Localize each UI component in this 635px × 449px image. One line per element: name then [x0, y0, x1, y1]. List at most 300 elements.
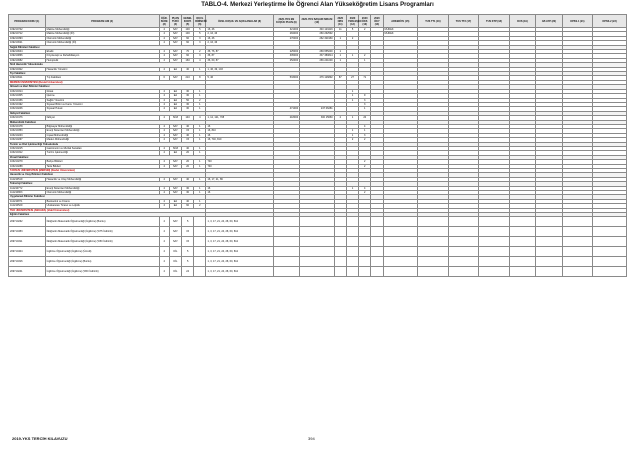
cell-oks: 9 [359, 94, 371, 98]
column-header: ARKEDİYE (15) [383, 15, 418, 28]
cell-yer: 1 [346, 116, 358, 120]
cell-code: 103210353 [9, 129, 46, 133]
cell-ob: 1 [194, 191, 206, 195]
cell-spec: 1, 3, 17, 21, 24, 28, 60, 812 [206, 227, 273, 237]
cell-code: 109210712 [9, 32, 46, 36]
cell-quota: 160 [182, 58, 194, 62]
cell-obs [334, 257, 346, 267]
empty-cell [509, 237, 535, 247]
table-body [9, 28, 627, 277]
cell-name: Uluslararası Ticaret ve Lojistik [45, 204, 159, 208]
cell-quota: 70 [182, 50, 194, 54]
cell-code: 209710404 [9, 247, 46, 257]
cell-pts: 276000 [273, 36, 299, 40]
cell-name: İşletme [45, 94, 159, 98]
cell-quota: 40 [182, 67, 194, 71]
cell-quota: 210 [182, 76, 194, 80]
cell-rank [300, 227, 335, 237]
cell-quota: 5 [182, 247, 194, 257]
empty-cell [418, 217, 449, 227]
cell-rank: 260 262592 [300, 32, 335, 36]
cell-code: 109210682 [9, 58, 46, 62]
cell-yer: 1 [346, 129, 358, 133]
cell-score: EA [169, 89, 181, 93]
cell-quota: 20 [182, 151, 194, 155]
cell-code: 103210192 [9, 102, 46, 106]
cell-oks: 2 [359, 28, 371, 32]
cell-dur: 4 [159, 116, 169, 120]
cell-dur: 4 [159, 58, 169, 62]
column-header: ÖZEL KOŞUL VE AÇIKLAMALAR (8) [206, 15, 273, 28]
cell-yer [346, 247, 358, 257]
cell-oks: 20 [359, 116, 371, 120]
empty-cell [479, 257, 510, 267]
cell-score: SAY [169, 129, 181, 133]
cell-spec: 16 [206, 133, 273, 137]
cell-code: 109210322 [9, 67, 46, 71]
cell-quota: 30 [182, 186, 194, 190]
cell-dur: 4 [159, 186, 169, 190]
cell-name: Enerji Sistemleri Mühendisliği [45, 129, 159, 133]
cell-name: Otomotiv Mühendisliği [45, 191, 159, 195]
column-header: 2020 OBS (11) [334, 15, 346, 28]
empty-cell [562, 217, 593, 227]
cell-name: İktisat [45, 89, 159, 93]
cell-oks [359, 227, 371, 237]
cell-name: Otomotiv Mühendisliği [45, 36, 159, 40]
cell-obs: 11 [334, 28, 346, 32]
cell-pts [273, 247, 299, 257]
cell-quota: 60 [182, 36, 194, 40]
cell-ob: 1 [194, 129, 206, 133]
cell-quota: 40 [182, 177, 194, 181]
cell-spec: 1, 3, 17, 21, 24, 28, 60, 812 [206, 237, 273, 247]
empty-cell [448, 227, 479, 237]
cell-oks [359, 257, 371, 267]
cell-ob: 1 [194, 164, 206, 168]
empty-cell [536, 257, 562, 267]
cell-dur: 4 [159, 227, 169, 237]
cell-quota: 30 [182, 89, 194, 93]
cell-spec: 740 [206, 164, 273, 168]
empty-cell [536, 237, 562, 247]
cell-oks: 4 [359, 186, 371, 190]
cell-dur: 4 [159, 129, 169, 133]
column-header: 2020-YKS BAŞARI SIRASI (10) [300, 15, 335, 28]
cell-dur: 4 [159, 50, 169, 54]
cell-score: EA [169, 94, 181, 98]
empty-cell [418, 247, 449, 257]
cell-name: İngilizce Öğretmenliği (İngilizce) (Burslu) [45, 257, 159, 267]
cell-name: Tarla Bitkileri [45, 164, 159, 168]
cell-arke [383, 217, 418, 227]
program-row [9, 267, 627, 277]
cell-yer: 1 [346, 98, 358, 102]
cell-score: SAY [169, 36, 181, 40]
cell-dur: 4 [159, 138, 169, 142]
cell-ob [194, 227, 206, 237]
cell-score: EA [169, 204, 181, 208]
cell-name: Bahçe Bitkileri [45, 160, 159, 164]
cell-score: SAY [169, 28, 181, 32]
empty-cell [509, 257, 535, 267]
cell-spec: 1, 3, 17, 21, 24, 28, 60, 812 [206, 247, 273, 257]
cell-name: İlahiyat [45, 116, 159, 120]
cell-spec: 16, 17, 21, 86 [206, 177, 273, 181]
cell-code: 103210156 [9, 98, 46, 102]
empty-cell [593, 267, 627, 277]
cell-dur: 4 [159, 89, 169, 93]
empty-cell [418, 267, 449, 277]
cell-score: SAY [169, 160, 181, 164]
cell-name: İngilizce Öğretmenliği (İngilizce) (%50 İndirimli) [45, 267, 159, 277]
cell-quota: 15 [182, 129, 194, 133]
program-row [9, 227, 627, 237]
column-header: DUS (19) [509, 15, 535, 28]
cell-name: Maden Mühendisliği [45, 138, 159, 142]
cell-quota: 40 [182, 146, 194, 150]
cell-dur: 4 [159, 217, 169, 227]
cell-spec: 1, 3, 17, 21, 24, 28, 60, 812 [206, 217, 273, 227]
cell-pts [273, 257, 299, 267]
cell-quota: 30 [182, 94, 194, 98]
faculty-name: Mühendislik Fakültesi [9, 120, 206, 124]
cell-ob: 1 [194, 67, 206, 71]
cell-pts [273, 267, 299, 277]
cell-ob: 5 [194, 28, 206, 32]
cell-quota: 5 [182, 257, 194, 267]
cell-rank: 269 655200 [300, 50, 335, 54]
cell-code: 109210866 [9, 54, 46, 58]
cell-dur: 4 [159, 267, 169, 277]
cell-ob: 1 [194, 133, 206, 137]
cell-ob: 3 [194, 36, 206, 40]
cell-dur: 4 [159, 164, 169, 168]
cell-quota: 20 [182, 164, 194, 168]
column-header: AB AYP (20) [536, 15, 562, 28]
cell-oks: 2 [359, 160, 371, 164]
cell-code: 112210529 [9, 204, 46, 208]
cell-spec: 1, 3, 17, 21, 24, 28, 60, 812 [206, 267, 273, 277]
page-number: 394 [308, 436, 315, 441]
cell-score: SAY [169, 124, 181, 128]
empty-cell [536, 217, 562, 227]
cell-ob: 1 [194, 199, 206, 203]
cell-code: 109210742 [9, 28, 46, 32]
column-header: KPSS-2 (22) [593, 15, 627, 28]
cell-spec: 5, 46 [206, 76, 273, 80]
empty-cell [479, 237, 510, 247]
cell-ob: 1 [194, 146, 206, 150]
cell-rank: 340 123416 [300, 28, 335, 32]
cell-name: Tıp Fakültesi [45, 76, 159, 80]
cell-quota: 60 [182, 54, 194, 58]
cell-obs: 1 [334, 58, 346, 62]
cell-oks [359, 237, 371, 247]
cell-pts: 533000 [273, 76, 299, 80]
column-header: OKUL BİRİNCİSİ (6) [195, 16, 207, 26]
cell-score: EA [169, 107, 181, 111]
empty-cell [479, 217, 510, 227]
cell-ob: 1 [194, 94, 206, 98]
cell-code: 103210267 [9, 138, 46, 142]
table-header-row [9, 15, 627, 28]
faculty-name: Eğitim Fakültesi [9, 213, 206, 217]
empty-cell [536, 227, 562, 237]
cell-spec: 16 [206, 186, 273, 190]
cell-oks: 2 [359, 138, 371, 142]
cell-rank [300, 267, 335, 277]
cell-rank: 262 321960 [300, 36, 335, 40]
cell-pts: 225000 [273, 50, 299, 54]
column-header: 2020-YKS EN KÜÇÜK PUAN (9) [273, 15, 299, 28]
cell-quota: 30 [182, 107, 194, 111]
empty-cell [536, 247, 562, 257]
cell-score: SAY [169, 227, 181, 237]
cell-rank: 300 15660 [300, 116, 335, 120]
cell-code: 112210519 [9, 177, 46, 181]
cell-score: SAY [169, 58, 181, 62]
cell-score: EA [169, 102, 181, 106]
cell-yer: 5 [346, 28, 358, 32]
cell-name: Siyasal Hukuk [45, 107, 159, 111]
cell-ob [194, 217, 206, 227]
cell-ob: 1 [194, 177, 206, 181]
cell-obs: 2 [334, 116, 346, 120]
cell-yer: 1 [346, 54, 358, 58]
cell-obs: 87 [334, 76, 346, 80]
cell-dur: 4 [159, 41, 169, 45]
column-header: TUS TT1 (16) [418, 15, 449, 28]
cell-yer: 27 [346, 76, 358, 80]
cell-quota: 40 [182, 124, 194, 128]
cell-name: Makine Mühendisliği (İÖ) [45, 32, 159, 36]
cell-pts: 321000 [273, 28, 299, 32]
cell-rank [300, 217, 335, 227]
faculty-name: Turizm ve Otel İşletmeciliği Yüksekokulu [9, 142, 206, 146]
cell-rank: 247 06281 [300, 107, 335, 111]
column-header: GENEL KONT. (5) [183, 16, 192, 26]
cell-obs [334, 247, 346, 257]
cell-yer: 1 [346, 133, 358, 137]
cell-rank: 337 380814 [300, 54, 335, 58]
cell-spec: 16, 810 [206, 129, 273, 133]
column-header: TUS KTP (18) [479, 15, 510, 28]
empty-cell [593, 237, 627, 247]
cell-spec: 16, 46 [206, 28, 273, 32]
cell-oks: 3 [359, 102, 371, 106]
column-header: PROGRAM ADI (2) [45, 15, 159, 28]
cell-code: 112210772 [9, 186, 46, 190]
faculty-name: Sivil Havacılık Yüksekokulu [9, 63, 206, 67]
cell-spec: 1, 3, 17, 21, 24, 28, 60, 812 [206, 257, 273, 267]
cell-code: 209710241 [9, 267, 46, 277]
cell-name: Makine Mühendisliği [45, 28, 159, 32]
cell-quota: 50 [182, 98, 194, 102]
cell-code: 103210243 [9, 133, 46, 137]
cell-dur: 6 [159, 76, 169, 80]
cell-yer [346, 237, 358, 247]
cell-quota: 24 [182, 267, 194, 277]
column-header: PROGRAM KODU (1) [9, 15, 46, 28]
cell-pts [273, 237, 299, 247]
cell-oks: 3 [359, 133, 371, 137]
programs-table [8, 14, 627, 277]
footer-guide-title: 2019-YKS TERCİH KILAVUZU [12, 436, 68, 441]
cell-score: SAY [169, 237, 181, 247]
cell-code: 103210215 [9, 146, 46, 150]
cell-score: SAY [169, 138, 181, 142]
faculty-name: Teknoloji Fakültesi [9, 182, 206, 186]
cell-ob: 1 [194, 89, 206, 93]
empty-cell [418, 227, 449, 237]
cell-ob: 5 [194, 32, 206, 36]
cell-ob: 4 [194, 58, 206, 62]
cell-quota: 30 [182, 191, 194, 195]
empty-cell [593, 217, 627, 227]
cell-oks: 1 [359, 58, 371, 62]
cell-dur: 4 [159, 177, 169, 181]
cell-obs [334, 227, 346, 237]
cell-pts: 218000 [273, 116, 299, 120]
empty-cell [509, 227, 535, 237]
empty-cell [593, 247, 627, 257]
cell-name: Turizm İşletmeciliği [45, 151, 159, 155]
cell-score: SAY [169, 76, 181, 80]
cell-oks: 1 [359, 107, 371, 111]
cell-quota: 15 [182, 138, 194, 142]
cell-obs [334, 217, 346, 227]
cell-score: SÖZ [169, 116, 181, 120]
cell-name: İlköğretim Matematik Öğretmenliği (İngilizce) (%75 İndirimli) [45, 227, 159, 237]
column-header: TUS TT2 (17) [448, 15, 479, 28]
empty-cell [509, 247, 535, 257]
cell-score: EA [169, 199, 181, 203]
empty-cell [509, 267, 535, 277]
column-header: 2020 ÖKY (14) [371, 15, 383, 28]
cell-rank: 476 126892 [300, 76, 335, 80]
cell-name: Gastronomi ve Mutfak Sanatları [45, 146, 159, 150]
cell-dur: 4 [159, 237, 169, 247]
cell-quota: 30 [182, 102, 194, 106]
cell-code: 103210305 [9, 94, 46, 98]
faculty-name: Uygulamalı Bilimler Fakültesi [9, 195, 206, 199]
empty-cell [371, 267, 383, 277]
cell-dur: 4 [159, 124, 169, 128]
cell-code: 103210176 [9, 116, 46, 120]
cell-score: SAY [169, 41, 181, 45]
cell-quota: 100 [182, 28, 194, 32]
cell-name: İngilizce Öğretmenliği (İngilizce) (Ücretli) [45, 247, 159, 257]
cell-score: SAY [169, 50, 181, 54]
cell-score: DİL [169, 267, 181, 277]
cell-name: İlköğretim Matematik Öğretmenliği (İngilizce) (%50 İndirimli) [45, 237, 159, 247]
cell-spec: 16, 46 [206, 36, 273, 40]
cell-score: SAY [169, 177, 181, 181]
faculty-name: Ziraat Fakültesi [9, 155, 206, 159]
empty-cell [448, 237, 479, 247]
cell-ob [194, 267, 206, 277]
cell-score: SÖZ [169, 146, 181, 150]
cell-dur: 4 [159, 67, 169, 71]
program-row [9, 237, 627, 247]
cell-ob: 2 [194, 204, 206, 208]
cell-ob: 2 [194, 50, 206, 54]
cell-obs: 1 [334, 50, 346, 54]
cell-name: Otomotiv Mühendisliği (İÖ) [45, 41, 159, 45]
cell-yer: 1 [346, 89, 358, 93]
cell-dur: 4 [159, 247, 169, 257]
cell-dur: 4 [159, 98, 169, 102]
empty-cell [371, 217, 383, 227]
cell-ob [194, 247, 206, 257]
cell-yer: 2 [346, 36, 358, 40]
cell-spec: 1, 46, 49, 103 [206, 67, 273, 71]
cell-ob: 8 [194, 76, 206, 80]
cell-spec: 16, 740, 810 [206, 138, 273, 142]
column-header: KPSS-1 (21) [562, 15, 593, 28]
cell-rank [300, 257, 335, 267]
cell-quota: 60 [182, 41, 194, 45]
cell-score: SAY [169, 164, 181, 168]
cell-oks: 3 [359, 98, 371, 102]
cell-ob: 1 [194, 107, 206, 111]
cell-quota: 40 [182, 133, 194, 137]
cell-spec: 740 [206, 160, 273, 164]
empty-cell [371, 227, 383, 237]
cell-quota: 60 [182, 204, 194, 208]
cell-ob: 1 [194, 186, 206, 190]
cell-score: SAY [169, 133, 181, 137]
cell-oks: 1 [359, 129, 371, 133]
cell-rank [300, 247, 335, 257]
university-name: MERSİN ÜNİVERSİTESİ (Devlet Üniversitesi) [9, 80, 206, 84]
empty-cell [562, 237, 593, 247]
cell-spec: 1, 12, 121, 708 [206, 116, 273, 120]
cell-arke: MÜDEK [383, 32, 418, 36]
column-header: ÖĞR. SÜRE (3) [160, 16, 168, 26]
cell-score: SAY [169, 186, 181, 190]
cell-dur: 4 [159, 28, 169, 32]
cell-score: SAY [169, 217, 181, 227]
cell-dur: 4 [159, 204, 169, 208]
cell-code: 103210312 [9, 151, 46, 155]
cell-yer: 2 [346, 138, 358, 142]
cell-spec: 36, 76, 87 [206, 50, 273, 54]
cell-dur: 4 [159, 257, 169, 267]
cell-yer [346, 227, 358, 237]
empty-cell [536, 267, 562, 277]
cell-code: 112210871 [9, 199, 46, 203]
cell-dur: 4 [159, 36, 169, 40]
cell-quota: 20 [182, 160, 194, 164]
cell-score: DİL [169, 247, 181, 257]
cell-score: EA [169, 98, 181, 102]
cell-name: İlköğretim Matematik Öğretmenliği (İngilizce) (Burslu) [45, 217, 159, 227]
university-name: TARSUS ÜNİVERSİTESİ (MERSİN) (Devlet Üniversitesi) [9, 169, 206, 173]
empty-cell [448, 257, 479, 267]
cell-arke [383, 237, 418, 247]
cell-name: İnşaat Mühendisliği [45, 133, 159, 137]
cell-dur: 4 [159, 199, 169, 203]
cell-yer [346, 217, 358, 227]
cell-ob: 1 [194, 151, 206, 155]
cell-name: Havacılık ve Uzay Mühendisliği [45, 177, 159, 181]
cell-dur: 4 [159, 151, 169, 155]
cell-score: SAY [169, 54, 181, 58]
cell-ob: 1 [194, 102, 206, 106]
cell-score: SAY [169, 32, 181, 36]
